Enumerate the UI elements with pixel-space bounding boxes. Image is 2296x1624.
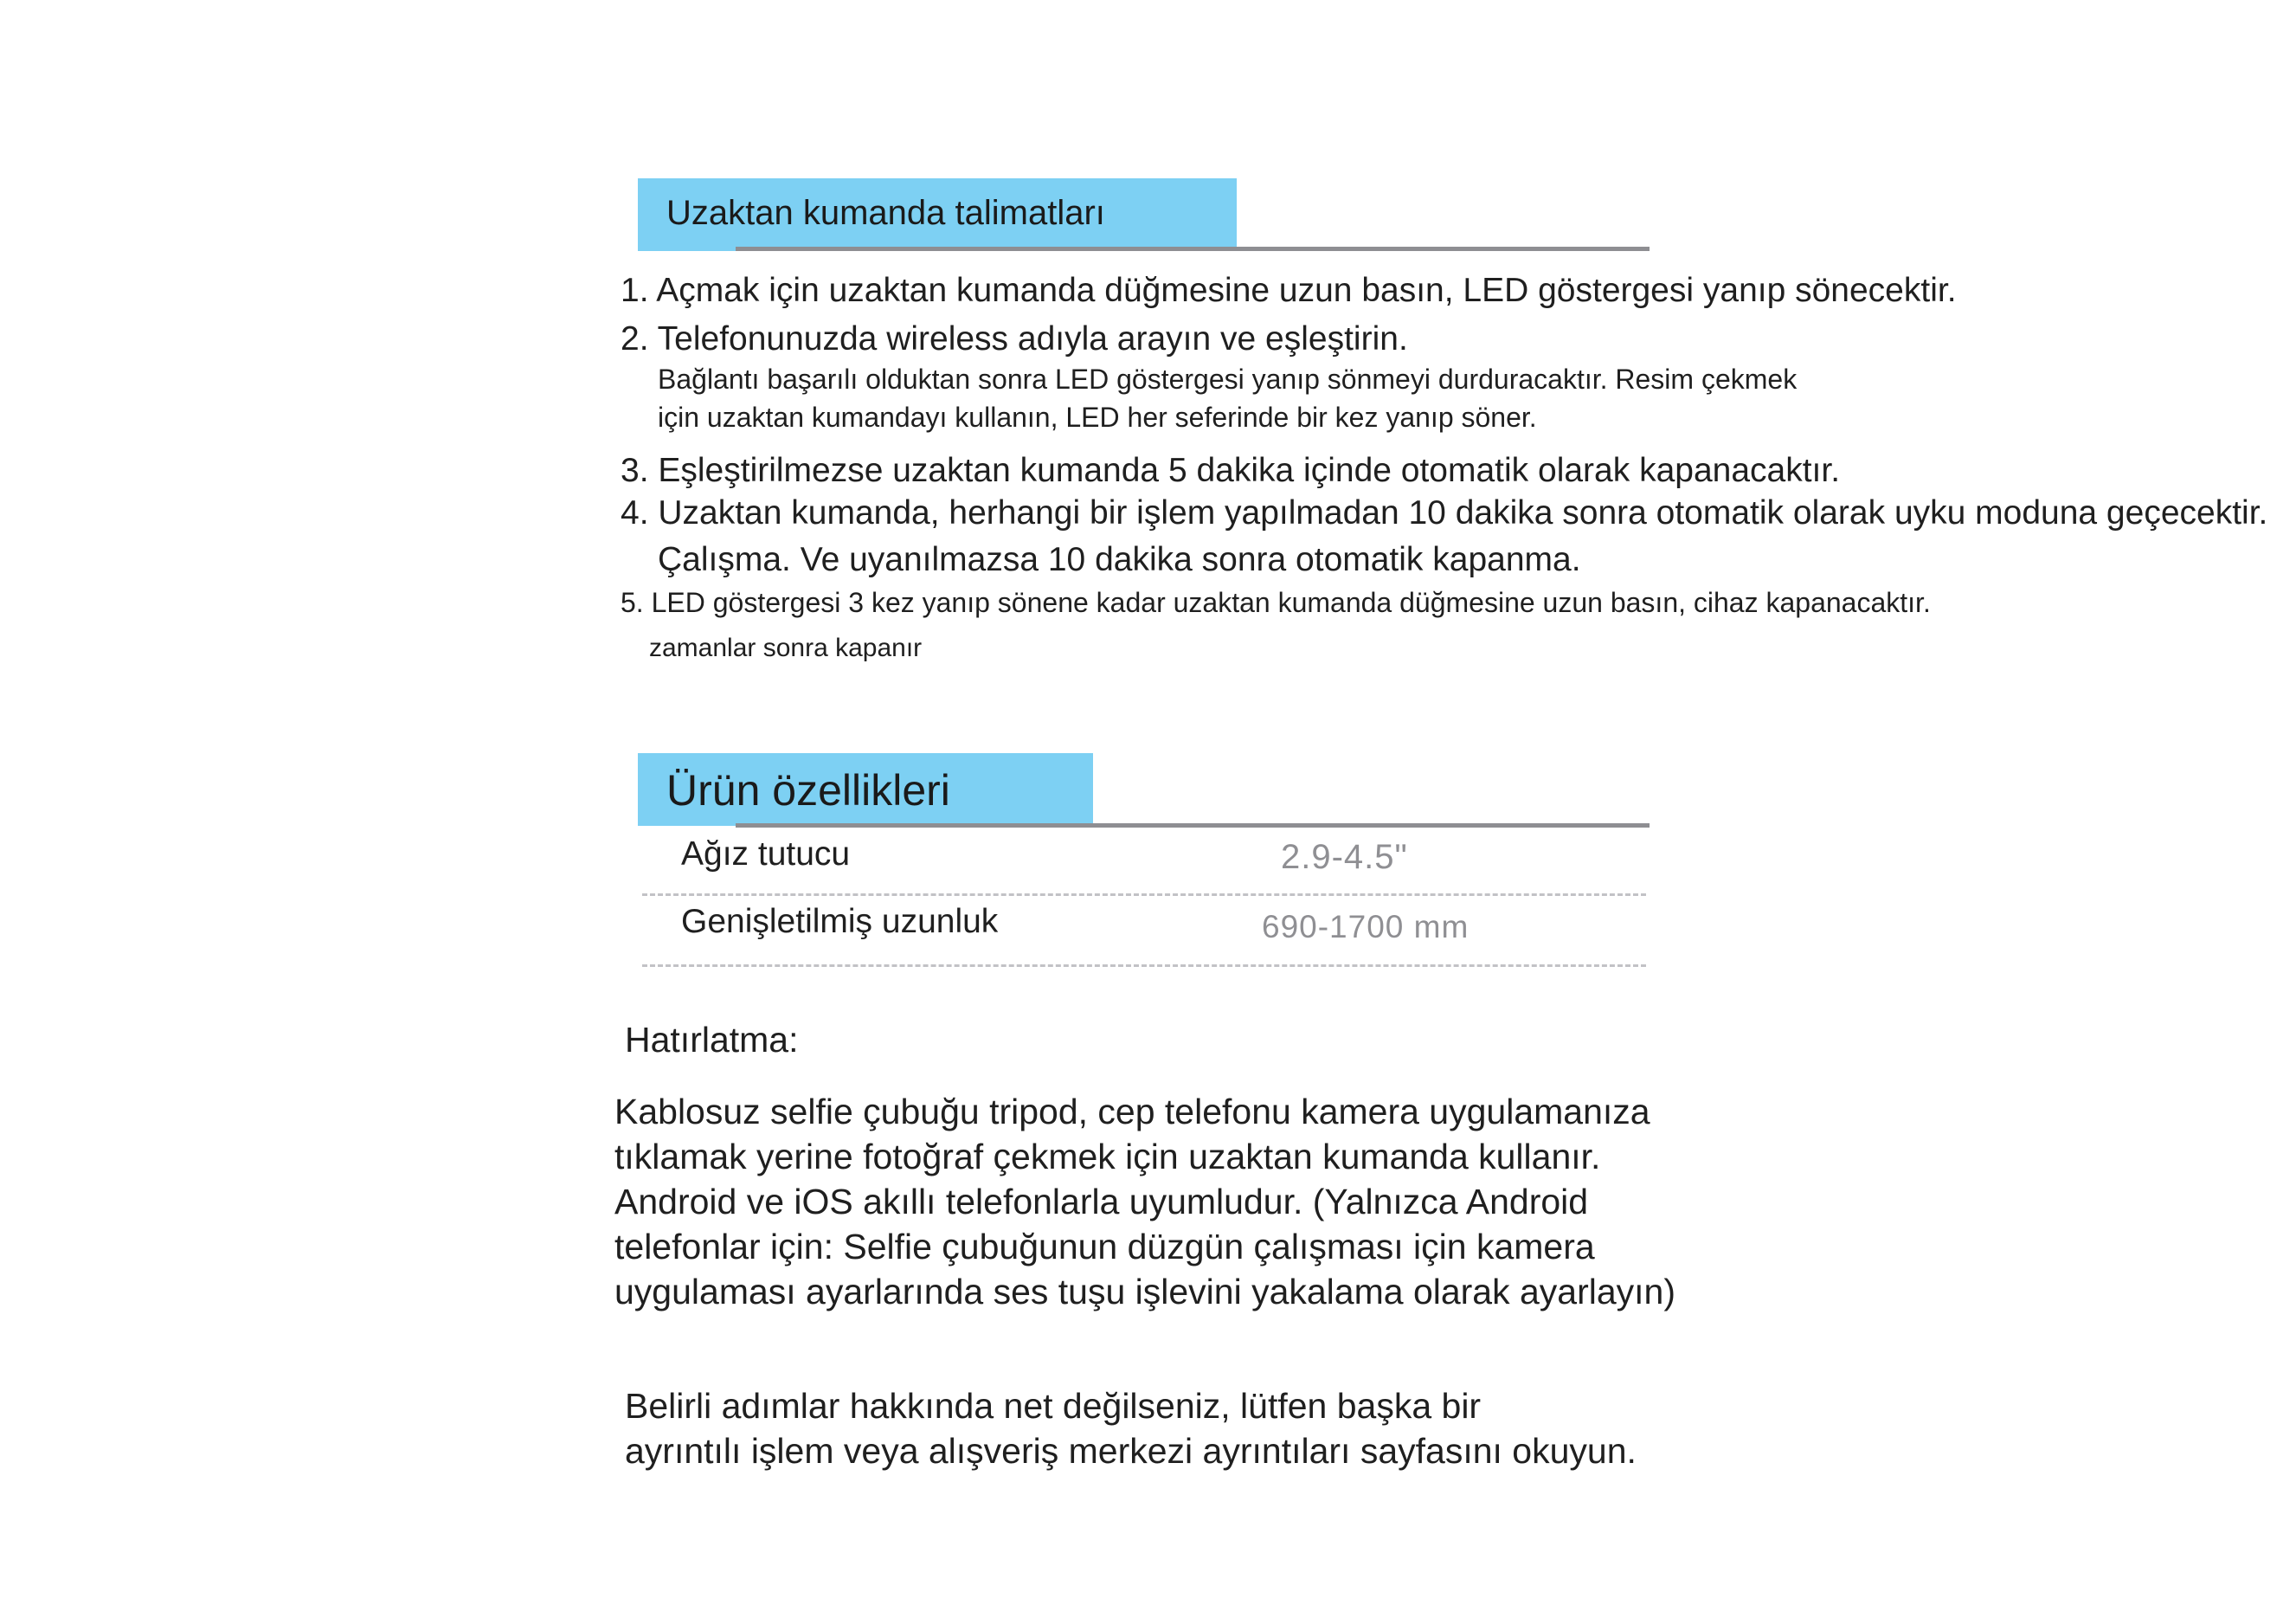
remote-step-5-detail: zamanlar sonra kapanır [649, 634, 923, 662]
spec-label-extended-length: Genişletilmiş uzunluk [681, 903, 999, 940]
reminder-paragraph-line: telefonlar için: Selfie çubuğunun düzgün çalışması için kamera [614, 1227, 1595, 1266]
reminder-title: Hatırlatma: [625, 1020, 799, 1060]
remote-step-1: 1. Açmak için uzaktan kumanda düğmesine uzun basın, LED göstergesi yanıp sönecektir. [621, 272, 1957, 309]
reminder-paragraph-line: Kablosuz selfie çubuğu tripod, cep telefonu kamera uygulamanıza [614, 1092, 1650, 1131]
remote-step-2-detail-1: Bağlantı başarılı olduktan sonra LED göstergesi yanıp sönmeyi durduracaktır. Resim çekmek [658, 364, 1798, 395]
spec-divider [642, 964, 1646, 967]
remote-section-title: Uzaktan kumanda talimatları [666, 194, 1105, 232]
remote-step-5: 5. LED göstergesi 3 kez yanıp sönene kadar uzaktan kumanda düğmesine uzun basın, cihaz kapanacaktır. [621, 587, 1931, 618]
remote-step-4: 4. Uzaktan kumanda, herhangi bir işlem yapılmadan 10 dakika sonra otomatik olarak uyku moduna geçecektir. [621, 494, 2268, 532]
spec-divider [642, 893, 1646, 896]
spec-value-mouth-holder: 2.9-4.5" [1281, 838, 1408, 876]
reminder-paragraph-line: Android ve iOS akıllı telefonlarla uyumludur. (Yalnızca Android [614, 1182, 1589, 1221]
specs-header-rule [736, 823, 1650, 828]
reminder-paragraph-line: tıklamak yerine fotoğraf çekmek için uzaktan kumanda kullanır. [614, 1137, 1601, 1176]
specs-section-title: Ürün özellikleri [666, 766, 950, 815]
spec-label-mouth-holder: Ağız tutucu [681, 835, 851, 873]
remote-step-4-detail: Çalışma. Ve uyanılmazsa 10 dakika sonra otomatik kapanma. [658, 541, 1581, 578]
remote-step-2: 2. Telefonunuzda wireless adıyla arayın ve eşleştirin. [621, 320, 1408, 358]
remote-header-rule [736, 247, 1650, 251]
remote-step-3: 3. Eşleştirilmezse uzaktan kumanda 5 dakika içinde otomatik olarak kapanacaktır. [621, 452, 1841, 489]
reminder-paragraph-line: uygulaması ayarlarında ses tuşu işlevini yakalama olarak ayarlayın) [614, 1272, 1676, 1311]
remote-step-2-detail-2: için uzaktan kumandayı kullanın, LED her seferinde bir kez yanıp söner. [658, 402, 1537, 433]
spec-value-extended-length: 690-1700 mm [1262, 909, 1470, 944]
reminder-note-line: Belirli adımlar hakkında net değilseniz, lütfen başka bir [625, 1386, 1482, 1426]
reminder-note-line: ayrıntılı işlem veya alışveriş merkezi ayrıntıları sayfasını okuyun. [625, 1431, 1637, 1471]
